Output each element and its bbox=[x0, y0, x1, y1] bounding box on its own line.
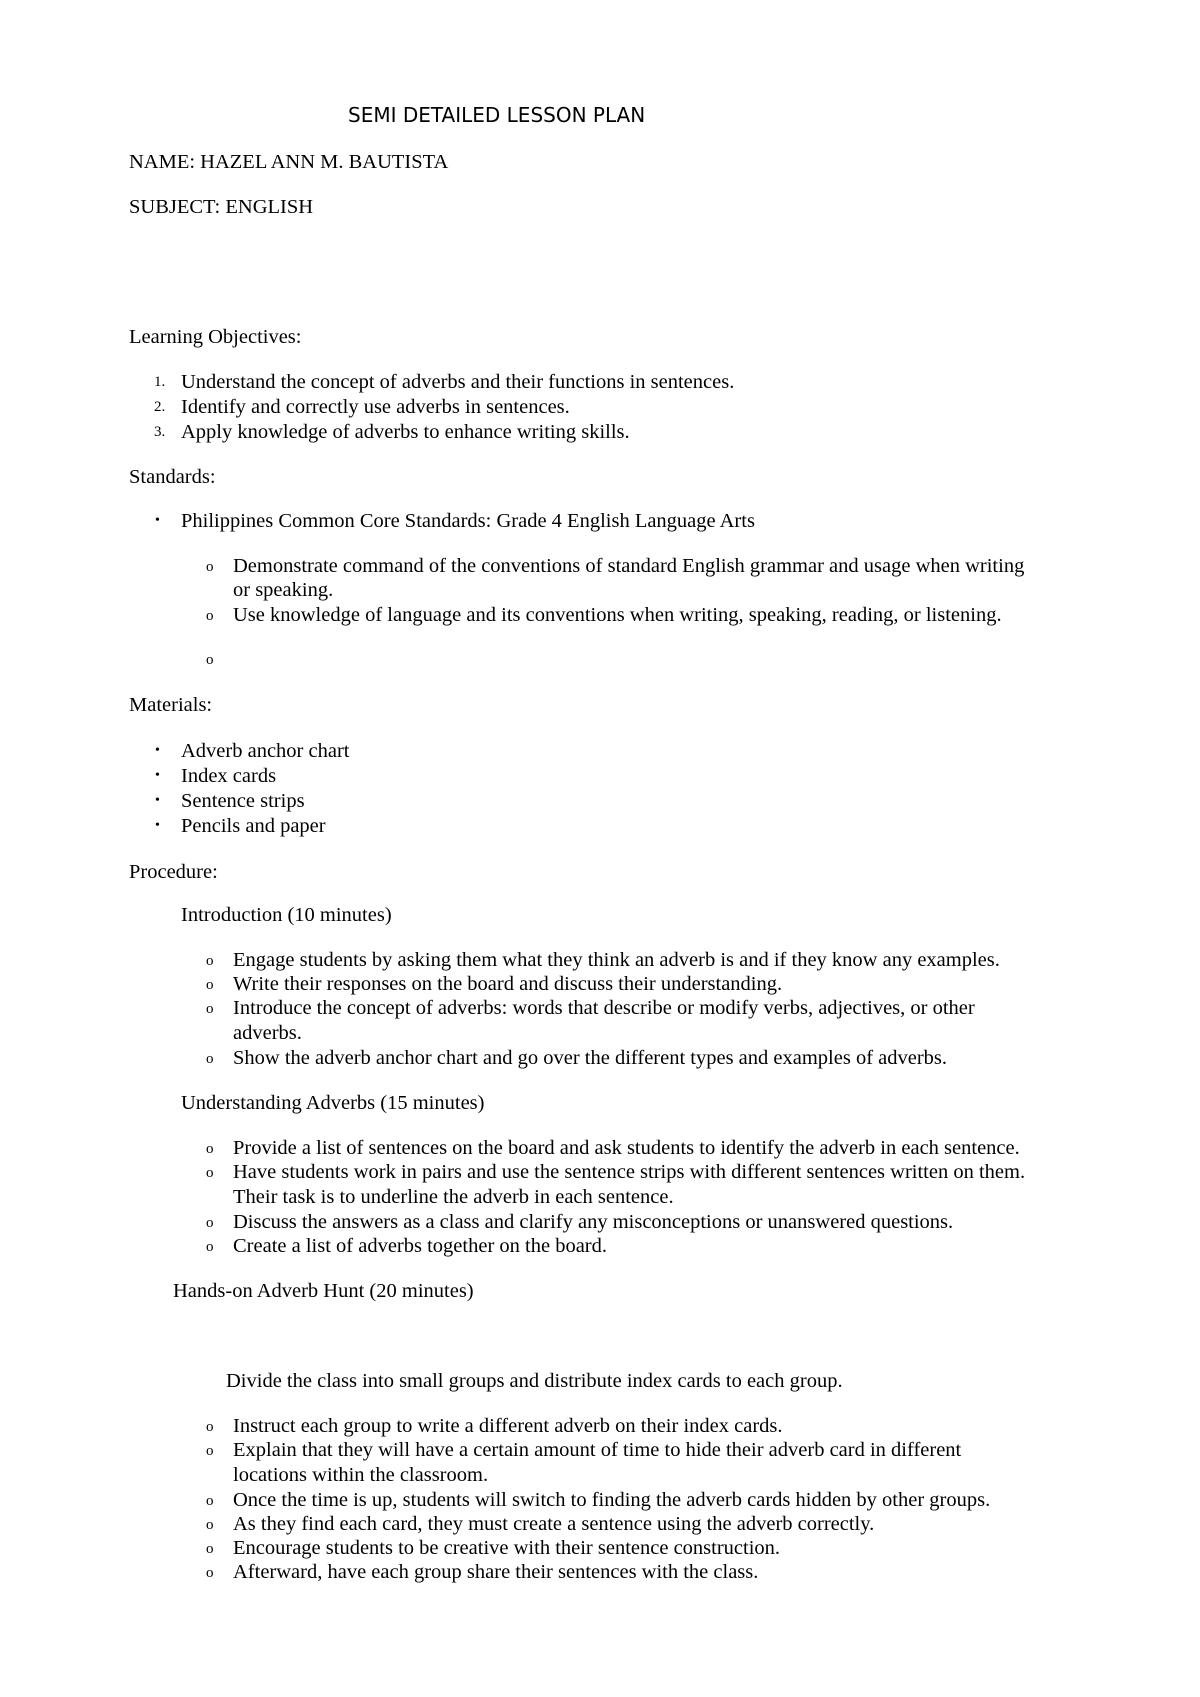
name-line: NAME: HAZEL ANN M. BAUTISTA bbox=[129, 151, 449, 173]
standards-subitem-text: Demonstrate command of the conventions of standard English grammar and usage when writing bbox=[233, 555, 1025, 577]
understanding-item: Have students work in pairs and use the sentence strips with different sentences written on them. bbox=[233, 1161, 1026, 1183]
circle-bullet-icon: o bbox=[206, 1541, 214, 1557]
circle-bullet-icon: o bbox=[206, 559, 214, 575]
materials-heading: Materials: bbox=[129, 694, 213, 716]
objective-text: Apply knowledge of adverbs to enhance writing skills. bbox=[181, 421, 630, 443]
hunt-item: Once the time is up, students will switch to finding the adverb cards hidden by other groups. bbox=[233, 1489, 991, 1511]
bullet-icon: • bbox=[155, 513, 160, 528]
subject-line: SUBJECT: ENGLISH bbox=[129, 196, 314, 218]
bullet-icon: • bbox=[155, 793, 160, 808]
hunt-item: Encourage students to be creative with their sentence construction. bbox=[233, 1537, 781, 1559]
circle-bullet-icon: o bbox=[206, 1001, 214, 1017]
circle-bullet-icon: o bbox=[206, 1141, 214, 1157]
objective-number: 2. bbox=[154, 399, 166, 415]
materials-item: Pencils and paper bbox=[181, 815, 326, 837]
introduction-item: Write their responses on the board and discuss their understanding. bbox=[233, 973, 783, 995]
circle-bullet-icon: o bbox=[206, 1517, 214, 1533]
understanding-heading: Understanding Adverbs (15 minutes) bbox=[181, 1092, 485, 1114]
circle-bullet-icon: o bbox=[206, 1419, 214, 1435]
materials-item: Index cards bbox=[181, 765, 277, 787]
understanding-item: Their task is to underline the adverb in each sentence. bbox=[233, 1186, 674, 1208]
page-title: SEMI DETAILED LESSON PLAN bbox=[348, 103, 646, 127]
materials-item: Adverb anchor chart bbox=[181, 740, 350, 762]
objective-number: 3. bbox=[154, 424, 166, 440]
introduction-item: adverbs. bbox=[233, 1022, 302, 1044]
bullet-icon: • bbox=[155, 768, 160, 783]
objective-text: Understand the concept of adverbs and their functions in sentences. bbox=[181, 371, 735, 393]
materials-item: Sentence strips bbox=[181, 790, 305, 812]
understanding-item: Discuss the answers as a class and clarify any misconceptions or unanswered questions. bbox=[233, 1211, 954, 1233]
hunt-heading: Hands-on Adverb Hunt (20 minutes) bbox=[173, 1280, 474, 1302]
circle-bullet-icon: o bbox=[206, 1443, 214, 1459]
hunt-item: Explain that they will have a certain amount of time to hide their adverb card in different bbox=[233, 1439, 962, 1461]
objective-number: 1. bbox=[154, 374, 166, 390]
standards-subitem-text: or speaking. bbox=[233, 579, 334, 601]
introduction-item: Show the adverb anchor chart and go over the different types and examples of adverbs. bbox=[233, 1047, 948, 1069]
circle-bullet-icon: o bbox=[206, 953, 214, 969]
procedure-heading: Procedure: bbox=[129, 861, 218, 883]
introduction-item: Introduce the concept of adverbs: words that describe or modify verbs, adjectives, or other bbox=[233, 997, 975, 1019]
circle-bullet-icon: o bbox=[206, 1051, 214, 1067]
understanding-item: Create a list of adverbs together on the board. bbox=[233, 1235, 607, 1257]
circle-bullet-icon: o bbox=[206, 1493, 214, 1509]
bullet-icon: • bbox=[155, 743, 160, 758]
introduction-heading: Introduction (10 minutes) bbox=[181, 904, 392, 926]
hunt-item: As they find each card, they must create a sentence using the adverb correctly. bbox=[233, 1513, 875, 1535]
understanding-item: Provide a list of sentences on the board and ask students to identify the adverb in each sentence. bbox=[233, 1137, 1020, 1159]
circle-bullet-icon: o bbox=[206, 977, 214, 993]
objective-text: Identify and correctly use adverbs in sentences. bbox=[181, 396, 570, 418]
standards-subitem-text: Use knowledge of language and its conventions when writing, speaking, reading, or listening. bbox=[233, 604, 1002, 626]
circle-bullet-icon: o bbox=[206, 652, 214, 668]
bullet-icon: • bbox=[155, 818, 160, 833]
introduction-item: Engage students by asking them what they think an adverb is and if they know any examples. bbox=[233, 949, 1000, 971]
hunt-item: Afterward, have each group share their sentences with the class. bbox=[233, 1561, 759, 1583]
circle-bullet-icon: o bbox=[206, 1565, 214, 1581]
objectives-heading: Learning Objectives: bbox=[129, 326, 302, 348]
standards-bullet-text: Philippines Common Core Standards: Grade 4 English Language Arts bbox=[181, 510, 755, 532]
hunt-item: Instruct each group to write a different adverb on their index cards. bbox=[233, 1415, 783, 1437]
standards-heading: Standards: bbox=[129, 466, 216, 488]
hunt-item: locations within the classroom. bbox=[233, 1464, 489, 1486]
circle-bullet-icon: o bbox=[206, 1215, 214, 1231]
circle-bullet-icon: o bbox=[206, 608, 214, 624]
circle-bullet-icon: o bbox=[206, 1165, 214, 1181]
hunt-intro: Divide the class into small groups and distribute index cards to each group. bbox=[226, 1370, 843, 1392]
circle-bullet-icon: o bbox=[206, 1239, 214, 1255]
